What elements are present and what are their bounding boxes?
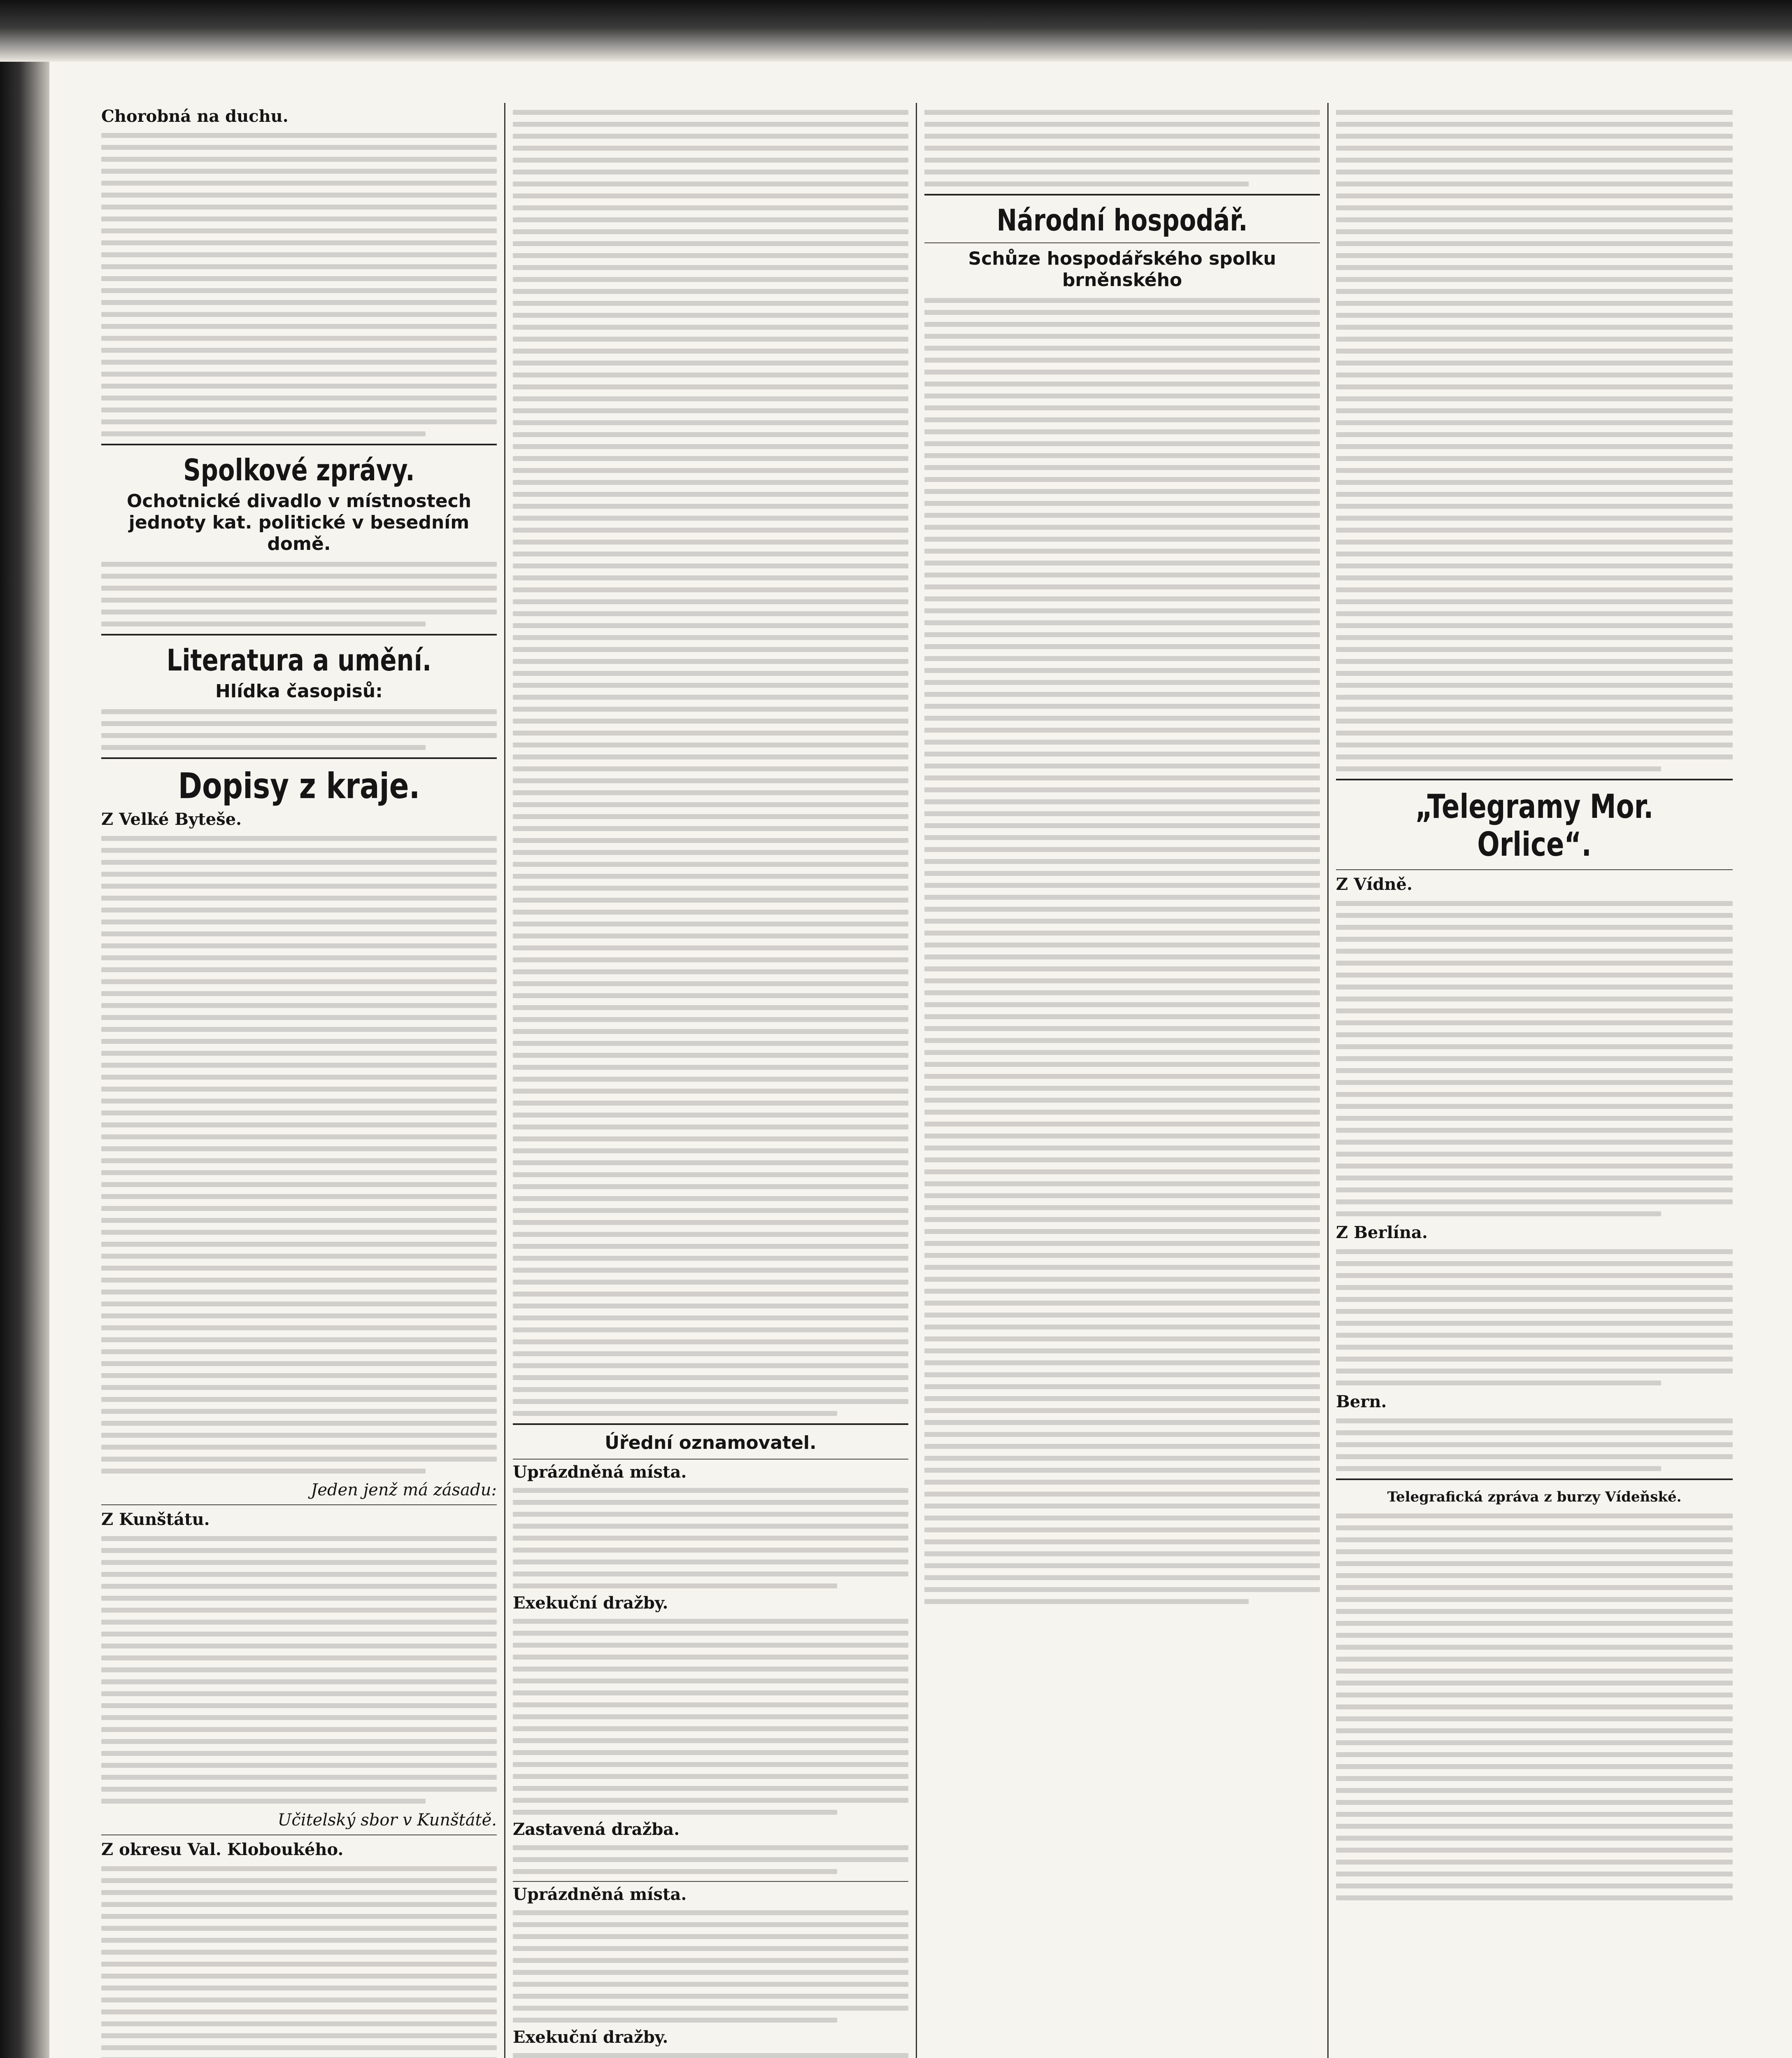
body-text bbox=[513, 1910, 908, 2023]
section-title-telegramy: „Telegramy Mor. Orlice“. bbox=[1415, 787, 1654, 864]
body-text bbox=[924, 298, 1320, 1604]
section-title-literatura: Literatura a umění. bbox=[166, 643, 432, 677]
run-head: Bern. bbox=[1336, 1392, 1387, 1411]
signature: Učitelský sbor v Kunštátě. bbox=[277, 1811, 497, 1830]
run-head: Z okresu Val. Kloboukého. bbox=[101, 1840, 344, 1859]
body-text bbox=[1336, 1249, 1733, 1385]
body-text bbox=[1336, 901, 1733, 1216]
body-text bbox=[101, 1536, 497, 1804]
column-1 bbox=[94, 103, 505, 2058]
article-velka-bytes bbox=[101, 810, 497, 1499]
binding-shadow bbox=[0, 0, 49, 2058]
section-title-uredni: Úřední oznamovatel. bbox=[605, 1432, 817, 1453]
telegram-vieden bbox=[1336, 875, 1733, 1216]
run-head: Chorobná na duchu. bbox=[101, 107, 289, 126]
run-head: Z Vídně. bbox=[1336, 875, 1413, 894]
section-rule bbox=[513, 1459, 908, 1460]
columns bbox=[94, 103, 1780, 2058]
subhead-ochotnicke: Ochotnické divadlo v místnostech jednoty kat. politické v besedním domě. bbox=[126, 491, 472, 554]
column-2 bbox=[505, 103, 917, 2058]
notice-block-2 bbox=[513, 1887, 908, 2058]
burza-title: Telegrafická zpráva z burzy Vídeňské. bbox=[1387, 1489, 1682, 1505]
body-text bbox=[513, 1488, 908, 1588]
section-rule bbox=[1336, 779, 1733, 780]
run-head: Z Berlína. bbox=[1336, 1223, 1428, 1242]
top-scan-shadow bbox=[0, 0, 1792, 62]
section-rule bbox=[1336, 1478, 1733, 1480]
body-text bbox=[1336, 1418, 1733, 1471]
notice-zastavena bbox=[513, 1822, 908, 1874]
body-text bbox=[101, 1866, 497, 2058]
run-head: Uprázdněná místa. bbox=[513, 1885, 687, 1904]
article-kunstat bbox=[101, 1510, 497, 1830]
run-head: Uprázdněná místa. bbox=[513, 1462, 687, 1482]
section-rule bbox=[101, 757, 497, 759]
telegram-berlin bbox=[1336, 1223, 1733, 1385]
section-rule bbox=[101, 444, 497, 445]
run-head: Exekuční dražby. bbox=[513, 2028, 668, 2047]
body-text bbox=[924, 110, 1320, 186]
burza-table bbox=[1336, 1513, 1733, 1900]
section-title-dopisy: Dopisy z kraje. bbox=[178, 766, 420, 807]
body-text bbox=[101, 709, 497, 750]
signature: Jeden jenž má zásadu: bbox=[311, 1481, 497, 1499]
notice-uprazdnena bbox=[513, 1464, 908, 1588]
body-text bbox=[513, 110, 908, 1416]
section-rule bbox=[1336, 869, 1733, 870]
telegram-bern bbox=[1336, 1392, 1733, 1471]
article-val-klobouky bbox=[101, 1840, 497, 2058]
section-title-spolkove: Spolkové zprávy. bbox=[183, 453, 415, 487]
body-text bbox=[513, 1845, 908, 1874]
column-4 bbox=[1329, 103, 1740, 2058]
body-text bbox=[101, 133, 497, 436]
article-rule bbox=[101, 1504, 497, 1505]
notice-exekucni bbox=[513, 1595, 908, 1815]
subhead-schuze: Schůze hospodářského spolku brněnského bbox=[968, 248, 1276, 291]
section-rule bbox=[101, 634, 497, 636]
section-rule bbox=[513, 1881, 908, 1882]
section-rule bbox=[513, 1423, 908, 1425]
body-text bbox=[513, 2053, 908, 2058]
body-text bbox=[101, 562, 497, 626]
run-head: Exekuční dražby. bbox=[513, 1593, 668, 1613]
section-title-hospodar: Národní hospodář. bbox=[996, 203, 1248, 237]
run-head: Zastavená dražba. bbox=[513, 1820, 680, 1839]
article-chorobna bbox=[101, 107, 497, 436]
section-rule bbox=[924, 194, 1320, 196]
subhead-hlidka: Hlídka časopisů: bbox=[215, 681, 383, 702]
body-text bbox=[101, 836, 497, 1474]
run-head: Z Velké Byteše. bbox=[101, 810, 242, 829]
body-text bbox=[1336, 110, 1733, 771]
run-head: Z Kunštátu. bbox=[101, 1510, 210, 1529]
body-text bbox=[513, 1619, 908, 1815]
section-rule bbox=[924, 242, 1320, 243]
column-3 bbox=[917, 103, 1329, 2058]
